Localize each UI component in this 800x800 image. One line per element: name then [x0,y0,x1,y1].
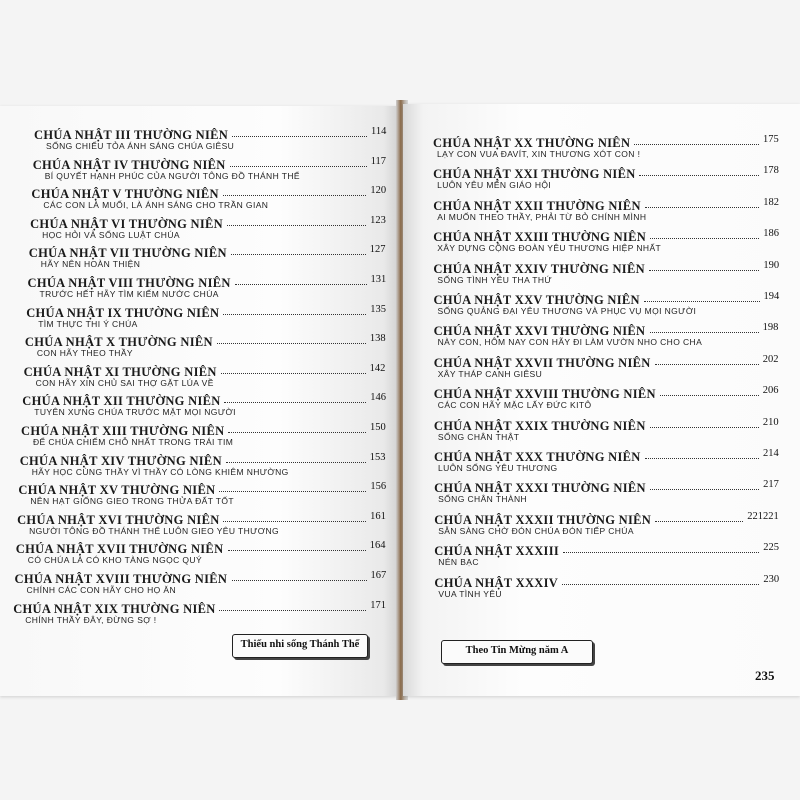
toc-entry [17,511,386,536]
dot-leader [226,462,366,463]
chapter-page-number: 123 [370,214,386,226]
toc-entry [434,574,779,599]
toc-title-row [34,126,386,140]
chapter-subtitle: CHÍNH THẦY ĐÂY, ĐỪNG SỢ ! [25,614,157,625]
chapter-subtitle: CÁC CON HÃY MẶC LẤY ĐỨC KITÔ [437,400,592,411]
chapter-page-number: 198 [762,322,779,334]
dot-leader [223,314,366,315]
toc-entry [22,392,386,417]
chapter-subtitle: ĐỂ CHÚA CHIẾM CHỖ NHẤT TRONG TRÁI TIM [33,437,234,447]
toc-title-row [434,448,779,462]
toc-title-row [15,570,387,584]
chapter-subtitle: NÊN HẠT GIỐNG GIEO TRONG THỬA ĐẤT TỐT [30,496,234,507]
chapter-title: CHÚA NHẬT VII THƯỜNG NIÊN [28,246,227,261]
chapter-subtitle: SỐNG TÌNH YÊU THA THỨ [437,274,553,285]
dot-leader [649,270,759,271]
toc-title-row [433,134,779,148]
chapter-page-number: 182 [763,196,779,208]
chapter-subtitle: CON HÃY XIN CHỦ SAI THỢ GẶT LÚA VỀ [35,377,214,388]
chapter-subtitle: LẠY CON VUA ĐAVÍT, XIN THƯƠNG XÓT CON ! [437,149,641,159]
chapter-title: CHÚA NHẬT XVI THƯỜNG NIÊN [17,512,220,527]
chapter-page-number: 221221 [747,510,779,522]
chapter-page-number: 146 [370,392,387,404]
toc-title-row [31,185,387,202]
toc-entry [434,354,779,379]
dot-leader [650,489,759,490]
chapter-title: CHÚA NHẬT XXXI THƯỜNG NIÊN [434,481,646,496]
toc-entry [31,185,386,210]
toc-entry [29,244,386,269]
toc-title-row [433,197,779,211]
chapter-subtitle: XÂY THÁP CANH GIÊSU [437,368,543,379]
toc-title-row [24,363,386,377]
dot-leader [232,136,367,137]
toc-entry [434,291,780,316]
left-table-of-contents [0,106,400,696]
toc-entry [34,126,386,151]
toc-title-row [17,511,386,525]
chapter-title: CHÚA NHẬT XIX THƯỜNG NIÊN [13,601,216,616]
dot-leader [228,550,366,551]
chapter-page-number: 167 [370,570,387,581]
toc-title-row [21,422,386,436]
chapter-page-number: 142 [369,362,386,374]
chapter-subtitle: XÂY DỰNG CỘNG ĐOÀN YÊU THƯƠNG HIỆP NHẤT [437,243,662,254]
toc-entry [434,542,779,567]
dot-leader [221,373,366,374]
toc-title-row [433,385,779,402]
dot-leader [634,144,759,145]
toc-title-row [15,540,386,557]
toc-title-row [24,333,386,350]
chapter-subtitle: TÌM THỰC THI Ý CHÚA [38,318,138,329]
toc-title-row [30,215,386,229]
dot-leader [223,521,366,522]
chapter-title: CHÚA NHẬT XI THƯỜNG NIÊN [23,364,217,379]
chapter-subtitle: CÓ CHÚA LÀ CÓ KHO TÀNG NGỌC QUÝ [27,555,203,566]
chapter-title: CHÚA NHẬT XV THƯỜNG NIÊN [18,483,216,498]
right-table-of-contents [403,104,800,696]
chapter-page-number: 206 [762,385,779,397]
chapter-page-number: 138 [369,333,386,345]
dot-leader [231,254,366,255]
chapter-title: CHÚA NHẬT V THƯỜNG NIÊN [31,187,219,202]
page-number: 235 [755,668,775,683]
chapter-subtitle: BÍ QUYẾT HẠNH PHÚC CỦA NGƯỜI TÔNG ĐỒ THÁNH THỂ [44,170,300,181]
chapter-subtitle: TUYÊN XƯNG CHÚA TRƯỚC MẶT MỌI NGƯỜI [34,407,236,418]
chapter-page-number: 230 [763,573,780,585]
right-page [403,104,800,696]
toc-title-row [434,542,780,559]
chapter-subtitle: NGƯỜI TÔNG ĐỒ THÁNH THỂ LUÔN GIEO YÊU THƯƠNG [29,525,280,536]
dot-leader [639,175,759,176]
chapter-subtitle: CHÍNH CÁC CON HÃY CHO HỌ ĂN [26,585,176,595]
left-footer-label: Thiếu nhi sống Thánh Thể [232,634,368,658]
toc-title-row [13,600,386,614]
chapter-title: CHÚA NHẬT XXXIV [434,575,559,590]
toc-title-row [434,511,779,525]
chapter-page-number: 186 [763,228,780,240]
dot-leader [219,610,366,611]
toc-title-row [434,354,779,368]
chapter-page-number: 153 [369,451,386,463]
chapter-title: CHÚA NHẬT XXXIII [434,544,560,559]
chapter-title: CHÚA NHẬT XXIV THƯỜNG NIÊN [433,261,645,276]
toc-entry [434,322,779,347]
dot-leader [650,427,759,428]
chapter-page-number: 175 [763,134,779,145]
dot-leader [655,521,743,522]
dot-leader [655,364,759,365]
toc-entry [433,165,779,190]
toc-entry [434,479,779,504]
dot-leader [645,207,759,208]
chapter-title: CHÚA NHẬT IV THƯỜNG NIÊN [32,157,226,172]
chapter-subtitle: HỌC HỎI VÀ SỐNG LUẬT CHÚA [42,229,180,240]
toc-title-row [28,274,387,288]
toc-entry [28,274,387,299]
chapter-subtitle: LUÔN SỐNG YÊU THƯƠNG [438,463,558,473]
toc-title-row [18,481,387,498]
chapter-page-number: 117 [370,155,387,167]
chapter-subtitle: NÉN BẠC [438,557,479,568]
chapter-page-number: 210 [762,416,779,428]
chapter-page-number: 164 [369,540,386,552]
toc-entry [20,452,386,477]
dot-leader [645,458,759,459]
toc-entry [24,363,386,388]
toc-entry [16,540,386,565]
chapter-subtitle: CÁC CON LÀ MUỐI, LÀ ÁNH SÁNG CHO TRẦN GIAN [43,200,269,211]
dot-leader [217,343,366,344]
dot-leader [235,284,367,285]
chapter-page-number: 217 [763,479,779,491]
dot-leader [562,584,759,585]
toc-title-row [434,574,779,588]
chapter-title: CHÚA NHẬT XIII THƯỜNG NIÊN [21,424,225,438]
chapter-subtitle: CON HÃY THEO THẦY [36,348,133,359]
chapter-subtitle: LUÔN YÊU MẾN GIÁO HỘI [437,180,552,191]
chapter-title: CHÚA NHẬT XVII THƯỜNG NIÊN [15,542,224,557]
chapter-title: CHÚA NHẬT III THƯỜNG NIÊN [34,128,229,142]
toc-title-row [434,479,779,496]
chapter-subtitle: TRƯỚC HẾT HÃY TÌM KIẾM NƯỚC CHÚA [39,289,219,299]
toc-title-row [26,304,386,318]
chapter-page-number: 225 [763,542,780,554]
dot-leader [644,301,760,302]
dot-leader [660,395,759,396]
left-page [0,106,400,696]
chapter-title: CHÚA NHẬT XXIII THƯỜNG NIÊN [433,230,647,245]
chapter-subtitle: SẴN SÀNG CHỜ ĐÓN CHÚA ĐÓN TIẾP CHÚA [438,525,634,536]
toc-title-row [434,417,779,431]
chapter-page-number: 114 [371,126,387,137]
chapter-page-number: 135 [370,303,386,315]
chapter-page-number: 120 [370,185,387,197]
dot-leader [650,238,759,239]
chapter-page-number: 156 [370,481,387,493]
toc-entry [33,156,386,181]
toc-entry [30,215,386,240]
toc-entry [434,511,779,536]
chapter-title: CHÚA NHẬT IX THƯỜNG NIÊN [26,305,220,320]
toc-title-row [28,244,386,261]
toc-entry [13,600,386,625]
toc-title-row [33,156,386,170]
dot-leader [230,166,367,167]
chapter-page-number: 178 [763,165,779,177]
toc-title-row [20,452,386,466]
toc-entry [433,134,779,159]
chapter-title: CHÚA NHẬT XXVI THƯỜNG NIÊN [433,324,646,339]
chapter-title: CHÚA NHẬT XXVII THƯỜNG NIÊN [433,355,651,370]
chapter-page-number: 131 [370,274,387,285]
chapter-page-number: 194 [763,291,780,302]
open-book [0,100,800,700]
chapter-page-number: 161 [370,510,386,522]
chapter-title: CHÚA NHẬT XXI THƯỜNG NIÊN [433,167,636,182]
toc-entry [18,481,386,506]
toc-title-row [433,165,779,182]
dot-leader [232,580,367,581]
chapter-subtitle: HÃY NÊN HOÀN THIỆN [40,259,141,270]
chapter-page-number: 202 [762,353,779,365]
chapter-title: CHÚA NHẬT XVIII THƯỜNG NIÊN [14,572,228,586]
toc-entry [434,385,779,410]
chapter-subtitle: SỐNG QUẢNG ĐẠI YÊU THƯƠNG VÀ PHỤC VỤ MỌI NGƯỜI [437,306,697,316]
chapter-title: CHÚA NHẬT X THƯỜNG NIÊN [24,335,213,350]
toc-entry [21,422,386,447]
chapter-title: CHÚA NHẬT VIII THƯỜNG NIÊN [27,276,231,290]
chapter-page-number: 150 [370,422,386,433]
chapter-title: CHÚA NHẬT VI THƯỜNG NIÊN [30,216,223,231]
dot-leader [223,195,366,196]
dot-leader [224,402,366,403]
toc-title-row [433,322,779,339]
chapter-title: CHÚA NHẬT XXII THƯỜNG NIÊN [433,198,641,213]
toc-title-row [434,291,780,305]
toc-title-row [22,392,387,409]
dot-leader [563,552,759,553]
toc-entry [433,228,779,253]
chapter-page-number: 171 [370,599,386,611]
toc-title-row [433,228,780,245]
chapter-title: CHÚA NHẬT XXIX THƯỜNG NIÊN [433,418,646,433]
chapter-subtitle: HÃY HỌC CÙNG THẦY VÌ THẦY CÓ LÒNG KHIÊM NHƯỜNG [31,466,289,477]
toc-title-row [433,260,779,274]
dot-leader [650,332,759,333]
chapter-subtitle: SỐNG CHÂN THÀNH [438,494,528,505]
toc-entry [25,333,386,358]
chapter-title: CHÚA NHẬT XX THƯỜNG NIÊN [433,136,631,150]
right-footer-label: Theo Tin Mừng năm A [441,640,593,664]
chapter-subtitle: AI MUỐN THEO THẦY, PHẢI TỪ BỎ CHÍNH MÌNH [437,211,647,222]
chapter-page-number: 190 [763,259,780,271]
toc-entry [434,448,779,473]
dot-leader [228,432,366,433]
chapter-subtitle: SỐNG CHIẾU TỎA ÁNH SÁNG CHÚA GIÊSU [46,141,235,151]
dot-leader [227,225,366,226]
chapter-page-number: 214 [763,448,779,459]
chapter-subtitle: SỐNG CHÂN THẬT [437,431,520,442]
chapter-title: CHÚA NHẬT XII THƯỜNG NIÊN [22,394,221,409]
chapter-title: CHÚA NHẬT XXVIII THƯỜNG NIÊN [433,387,656,402]
chapter-title: CHÚA NHẬT XXXII THƯỜNG NIÊN [434,512,652,527]
toc-entry [26,304,386,329]
chapter-title: CHÚA NHẬT XXX THƯỜNG NIÊN [434,450,641,464]
chapter-title: CHÚA NHẬT XIV THƯỜNG NIÊN [19,453,222,468]
chapter-page-number: 127 [369,244,386,256]
chapter-subtitle: VUA TÌNH YÊU [438,588,502,599]
dot-leader [219,491,366,492]
toc-entry [15,570,387,595]
chapter-title: CHÚA NHẬT XXV THƯỜNG NIÊN [433,293,640,307]
toc-entry [433,197,779,222]
toc-entry [433,260,779,285]
chapter-subtitle: NÀY CON, HÔM NAY CON HÃY ĐI LÀM VƯỜN NHO CHO CHA [437,337,703,348]
toc-entry [434,417,779,442]
